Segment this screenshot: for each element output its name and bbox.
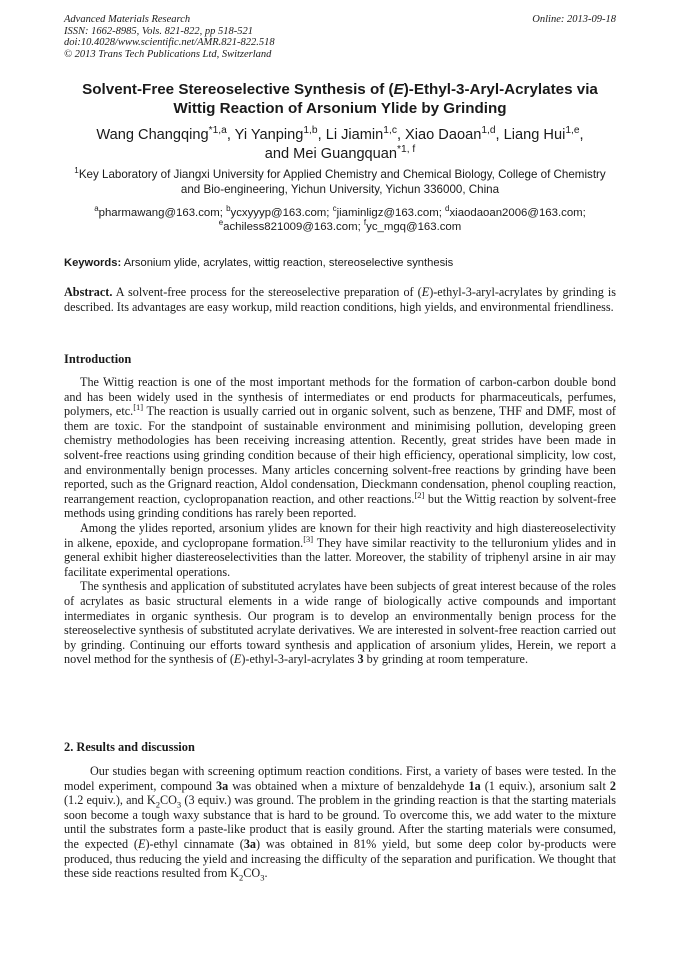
subscript: 2 xyxy=(155,799,160,810)
author-sup: *1, f xyxy=(397,143,416,155)
email-address: pharmawang@163.com; xyxy=(98,207,223,219)
subscript: 2 xyxy=(238,872,244,883)
email-sup: f xyxy=(363,218,367,228)
email-address: yc_mgq@163.com xyxy=(366,221,462,233)
author-separator: , xyxy=(396,127,406,143)
compound-number: 3a xyxy=(243,836,256,851)
intro-paragraph-3 xyxy=(64,579,616,667)
author-sup: 1,e xyxy=(565,125,580,137)
email-sup: c xyxy=(332,204,337,214)
abstract-text: )-ethyl-3-aryl-acrylates by grinding is described. Its advantages are easy workup, mild reaction conditions, high yields, and environmental friendliness. xyxy=(64,285,617,314)
journal-header xyxy=(64,14,616,60)
abstract-label: Abstract. xyxy=(64,285,113,299)
email-list xyxy=(64,206,616,234)
issn-line: ISSN: 1662-8985, Vols. 821-822, pp 518-521 xyxy=(64,25,253,37)
keywords-text: Arsonium ylide, acrylates, wittig reaction, stereoselective synthesis xyxy=(121,257,454,269)
paragraph-text: (1 equiv.), arsonium salt xyxy=(480,778,610,793)
paragraph-text: CO xyxy=(159,793,177,808)
citation: [2] xyxy=(414,489,425,500)
author-sup: 1,d xyxy=(481,125,496,137)
paragraph-text: was obtained when a mixture of benzaldehyde xyxy=(228,778,469,793)
compound-number: 3 xyxy=(357,652,364,667)
results-body xyxy=(64,764,616,881)
abstract-italic: E xyxy=(421,285,430,299)
author: Mei Guangquan xyxy=(293,145,398,162)
email-address: achiless821009@163.com; xyxy=(223,221,361,233)
paragraph-text: The Wittig reaction is one of the most important methods for the formation of carbon-carbon double bond and has been widely used in the synthesis of intermediates or end products for pharmaceuticals, perfumes, polymers, etc. xyxy=(64,375,616,419)
email-sup: a xyxy=(94,204,99,214)
author-sup: *1,a xyxy=(208,125,227,137)
paragraph-text: (3 equiv.) was ground. The problem in the grinding reaction is that the starting materials soon become a tough waxy substance that is hard to be ground. To overcome this, we add water to the mixture until the substrates form a paste-like product that is easily ground. After the starting materials were consumed, the expected ( xyxy=(64,793,616,851)
paragraph-text: CO xyxy=(243,866,261,881)
author-sup: 1,b xyxy=(303,125,318,137)
intro-paragraph-2 xyxy=(64,521,616,579)
paper-title xyxy=(64,80,616,118)
subscript: 3 xyxy=(176,799,182,810)
author: Liang Hui xyxy=(503,127,566,143)
title-part-2: )-Ethyl-3-Aryl-Acrylates via Wittig Reaction of Arsonium Ylide by Grinding xyxy=(173,81,598,117)
author-separator: , xyxy=(317,127,326,143)
paragraph-text: but the Wittig reaction by solvent-free methods using grinding conditions has rarely been reported. xyxy=(64,491,616,521)
introduction-body xyxy=(64,375,616,667)
paragraph-text: by grinding at room temperature. xyxy=(363,652,529,667)
email-sup: e xyxy=(218,218,224,228)
email-sup: b xyxy=(226,204,231,214)
copyright-line: © 2013 Trans Tech Publications Ltd, Switzerland xyxy=(64,48,272,60)
author-sup: 1,c xyxy=(383,125,397,137)
compound-number: 1a xyxy=(468,778,481,793)
italic-e: E xyxy=(233,652,242,667)
author: Yi Yanping xyxy=(234,127,304,143)
title-part-1: Solvent-Free Stereoselective Synthesis of ( xyxy=(82,81,394,98)
keywords-label: Keywords: xyxy=(64,257,122,269)
author-list xyxy=(64,126,616,163)
title-italic-e: E xyxy=(393,81,404,98)
author: Li Jiamin xyxy=(325,127,384,143)
affiliation xyxy=(64,168,616,197)
paragraph-text: )-ethyl cinnamate ( xyxy=(145,836,244,851)
email-sup: d xyxy=(445,204,450,214)
italic-e: E xyxy=(138,836,146,851)
affiliation-text: Key Laboratory of Jiangxi University for Applied Chemistry and Chemical Biology, College of Chemistry and Bio-engineering, Yichun University, Yichun 336000, China xyxy=(78,168,606,196)
results-paragraph-1 xyxy=(64,764,616,881)
paragraph-text: They have similar reactivity to the telluronium ylides and in general exhibit higher diastereoselectivities than the latter. Moreover, the stability of triphenyl arsine in air may facilitate experimental operations. xyxy=(64,535,616,579)
email-address: xiaodaoan2006@163.com; xyxy=(449,207,586,219)
author-and: and xyxy=(264,145,294,162)
author-separator: , xyxy=(495,127,504,143)
introduction-heading: Introduction xyxy=(64,352,132,366)
keywords xyxy=(64,256,616,270)
paragraph-text: )-ethyl-3-aryl-acrylates xyxy=(241,652,358,667)
paragraph-text: The reaction is usually carried out in organic solvent, such as benzene, THF and DMF, most of them are toxic. For the standpoint of sustainable environment and minimising pollution, developing green chemistry methodologies has been receiving increasing attention. Recently, great strides have been made in solvent-free reactions using grinding condition because of their high efficiency, operational simplicity, low cost, and environmentally benign processes. Many articles concerning solvent-free reactions by grinding have been reported, such as the Grignard reaction, Aldol condensation, Dieckmann condensation, phenol coupling reaction, rearrangement reaction, cyclopropanation reaction, and other reactions. xyxy=(64,404,616,506)
online-date: Online: 2013-09-18 xyxy=(532,14,616,25)
email-address: jiaminligz@163.com; xyxy=(336,207,442,219)
paragraph-text: (1.2 equiv.), and K xyxy=(64,793,156,808)
citation: [3] xyxy=(303,533,314,544)
compound-number: 2 xyxy=(609,778,616,793)
abstract-text: A solvent-free process for the stereoselective preparation of ( xyxy=(112,285,422,299)
author: Xiao Daoan xyxy=(405,127,482,143)
paragraph-text: Among the ylides reported, arsonium ylides are known for their high reactivity and high diastereoselectivity in alkene, epoxide, and cyclopropane formation. xyxy=(64,520,616,550)
abstract xyxy=(64,285,616,314)
author: Wang Changqing xyxy=(96,127,209,143)
doi-line: doi:10.4028/www.scientific.net/AMR.821-822.518 xyxy=(64,37,275,49)
subscript: 3 xyxy=(260,872,265,883)
paragraph-text: Our studies began with screening optimum reaction conditions. First, a variety of bases were tested. In the model experiment, compound xyxy=(64,764,616,793)
paragraph-text: . xyxy=(264,866,268,881)
compound-number: 3a xyxy=(215,778,229,793)
paragraph-text: The synthesis and application of substituted acrylates have been subjects of great interest because of the roles of acrylates as basic structural elements in a wide range of biologically active compounds and important intermediates in organic synthesis. Our program is to develop an environmentally benign process for the stereoselective synthesis of substituted acrylate derivatives. We are interested in solvent-free reaction carried out by grinding. Continuing our efforts toward synthesis and application of arsonium ylides, Herein, we report a novel method for the synthesis of ( xyxy=(64,579,616,667)
affiliation-sup: 1 xyxy=(74,166,79,176)
paragraph-text: ) was obtained in 81% yield, but some deep color by-products were produced, thus reducing the yield and increasing the difficulty of the separation and purification. We thought that these side reactions resulted from K xyxy=(64,836,616,881)
intro-paragraph-1 xyxy=(64,375,616,521)
results-heading: 2. Results and discussion xyxy=(64,740,195,754)
author-separator: , xyxy=(579,127,584,143)
journal-name: Advanced Materials Research xyxy=(64,14,191,25)
citation: [1] xyxy=(133,402,144,413)
email-address: ycxyyyp@163.com; xyxy=(230,207,330,219)
author-separator: , xyxy=(226,127,235,143)
